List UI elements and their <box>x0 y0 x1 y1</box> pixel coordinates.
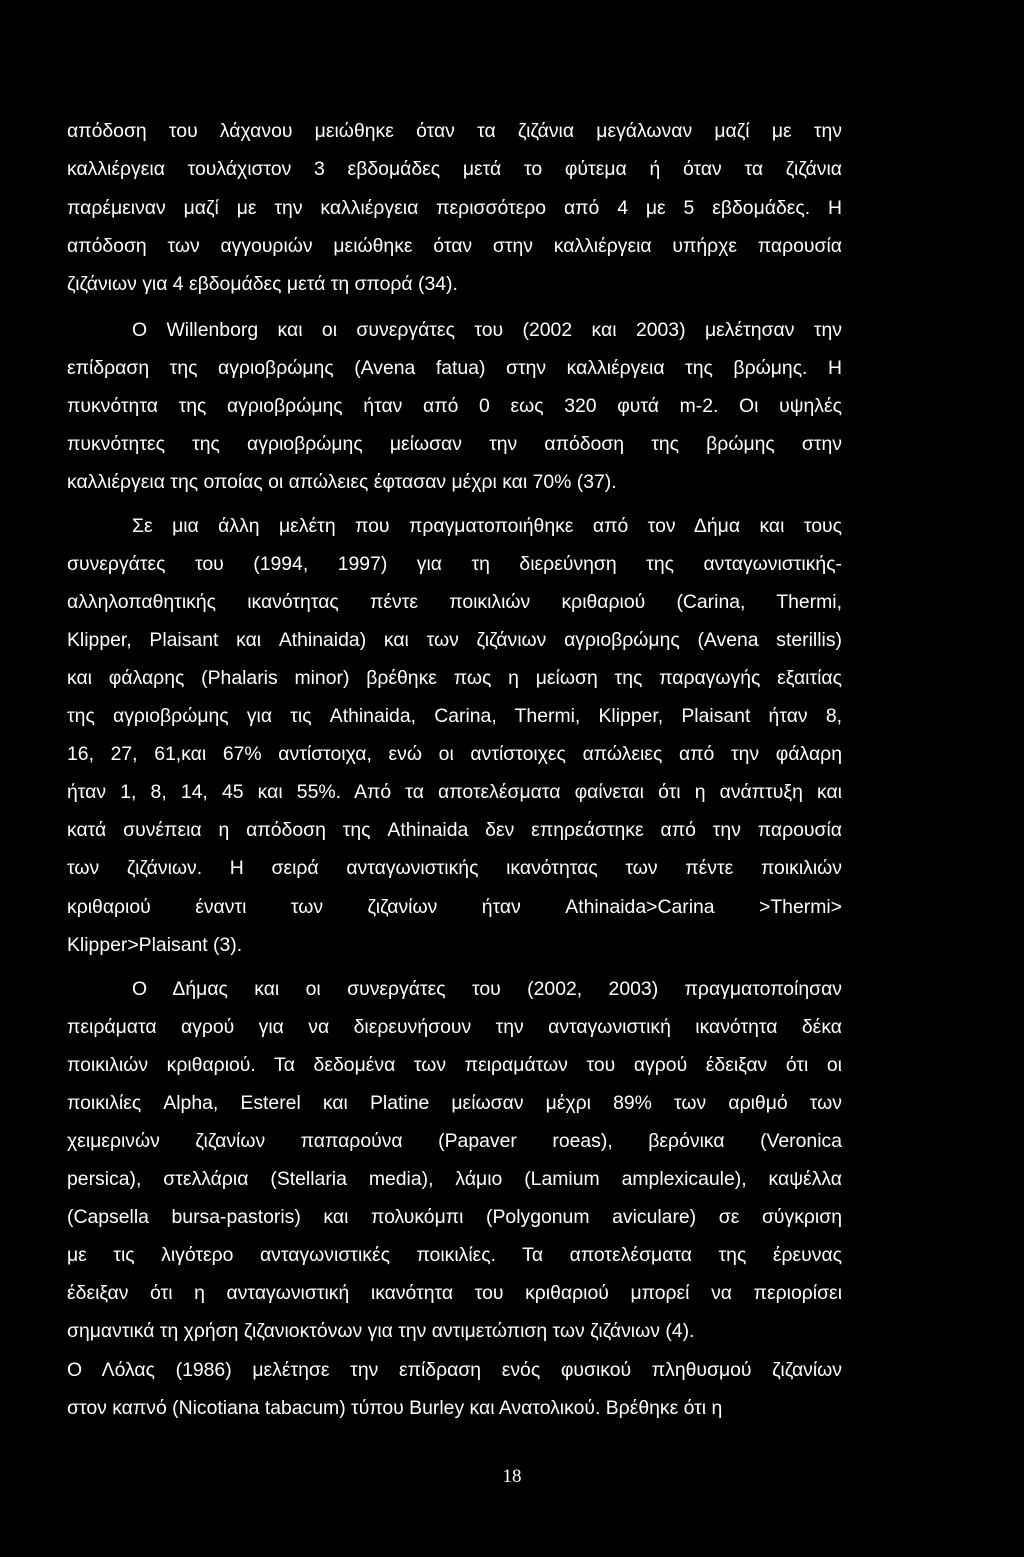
text-line: συνεργάτες του (1994, 1997) για τη διερεύνηση της ανταγωνιστικής- <box>67 553 842 575</box>
text-line: Ο Λόλας (1986) μελέτησε την επίδραση ενός φυσικού πληθυσμού ζιζανίων <box>67 1359 842 1381</box>
text-line: των ζιζάνιων. Η σειρά ανταγωνιστικής ικανότητας των πέντε ποικιλιών <box>67 857 842 879</box>
text-line: persica), στελλάρια (Stellaria media), λάμιο (Lamium amplexicaule), καψέλλα <box>67 1168 842 1190</box>
text-line: της αγριοβρώμης για τις Athinaida, Carina, Thermi, Klipper, Plaisant ήταν 8, <box>67 705 842 727</box>
text-line: απόδοση του λάχανου μειώθηκε όταν τα ζιζάνια μεγάλωναν μαζί με την <box>67 120 842 142</box>
text-line: καλλιέργεια της οποίας οι απώλειες έφτασαν μέχρι και 70% (37). <box>67 471 617 493</box>
text-line: Klipper>Plaisant (3). <box>67 934 243 956</box>
text-line: καλλιέργεια τουλάχιστον 3 εβδομάδες μετά το φύτεμα ή όταν τα ζιζάνια <box>67 158 842 180</box>
text-line: παρέμειναν μαζί με την καλλιέργεια περισσότερο από 4 με 5 εβδομάδες. Η <box>67 197 842 219</box>
text-line: με τις λιγότερο ανταγωνιστικές ποικιλίες. Τα αποτελέσματα της έρευνας <box>67 1244 842 1266</box>
text-line: (Capsella bursa-pastoris) και πολυκόμπι (Polygonum aviculare) σε σύγκριση <box>67 1206 842 1228</box>
text-line: πυκνότητα της αγριοβρώμης ήταν από 0 εως 320 φυτά m-2. Οι υψηλές <box>67 395 842 417</box>
text-line: Ο Willenborg και οι συνεργάτες του (2002 και 2003) μελέτησαν την <box>132 319 842 341</box>
text-line: ποικιλιών κριθαριού. Τα δεδομένα των πειραμάτων του αγρού έδειξαν ότι οι <box>67 1054 842 1076</box>
text-line: κριθαριού έναντι των ζιζανίων ήταν Athinaida>Carina >Thermi> <box>67 896 842 918</box>
text-line: ζιζάνιων για 4 εβδομάδες μετά τη σπορά (34). <box>67 273 458 295</box>
text-line: ποικιλίες Alpha, Esterel και Platine μείωσαν μέχρι 89% των αριθμό των <box>67 1092 842 1114</box>
text-line: 16, 27, 61,και 67% αντίστοιχα, ενώ οι αντίστοιχες απώλειες από την φάλαρη <box>67 743 842 765</box>
text-line: ήταν 1, 8, 14, 45 και 55%. Από τα αποτελέσματα φαίνεται ότι η ανάπτυξη και <box>67 781 842 803</box>
text-line: απόδοση των αγγουριών μειώθηκε όταν στην καλλιέργεια υπήρχε παρουσία <box>67 235 842 257</box>
text-line: χειμερινών ζιζανίων παπαρούνα (Papaver roeas), βερόνικα (Veronica <box>67 1130 842 1152</box>
text-line: στον καπνό (Nicotiana tabacum) τύπου Burley και Ανατολικού. Βρέθηκε ότι η <box>67 1397 723 1419</box>
text-line: αλληλοπαθητικής ικανότητας πέντε ποικιλιών κριθαριού (Carina, Thermi, <box>67 591 842 613</box>
page-number: 18 <box>502 1466 522 1487</box>
text-line: και φάλαρης (Phalaris minor) βρέθηκε πως η μείωση της παραγωγής εξαιτίας <box>67 667 842 689</box>
text-line: επίδραση της αγριοβρώμης (Avena fatua) στην καλλιέργεια της βρώμης. Η <box>67 357 842 379</box>
text-line: Ο Δήμας και οι συνεργάτες του (2002, 2003) πραγματοποίησαν <box>132 978 842 1000</box>
text-line: πειράματα αγρού για να διερευνήσουν την ανταγωνιστική ικανότητα δέκα <box>67 1016 842 1038</box>
text-line: πυκνότητες της αγριοβρώμης μείωσαν την απόδοση της βρώμης στην <box>67 433 842 455</box>
text-line: Σε μια άλλη μελέτη που πραγματοποιήθηκε από τον Δήμα και τους <box>132 515 842 537</box>
text-line: κατά συνέπεια η απόδοση της Athinaida δεν επηρεάστηκε από την παρουσία <box>67 819 842 841</box>
text-line: έδειξαν ότι η ανταγωνιστική ικανότητα του κριθαριού μπορεί να περιορίσει <box>67 1282 842 1304</box>
text-line: Klipper, Plaisant και Athinaida) και των ζιζάνιων αγριοβρώμης (Avena sterillis) <box>67 629 842 651</box>
text-line: σημαντικά τη χρήση ζιζανιοκτόνων για την αντιμετώπιση των ζιζάνιων (4). <box>67 1320 695 1342</box>
